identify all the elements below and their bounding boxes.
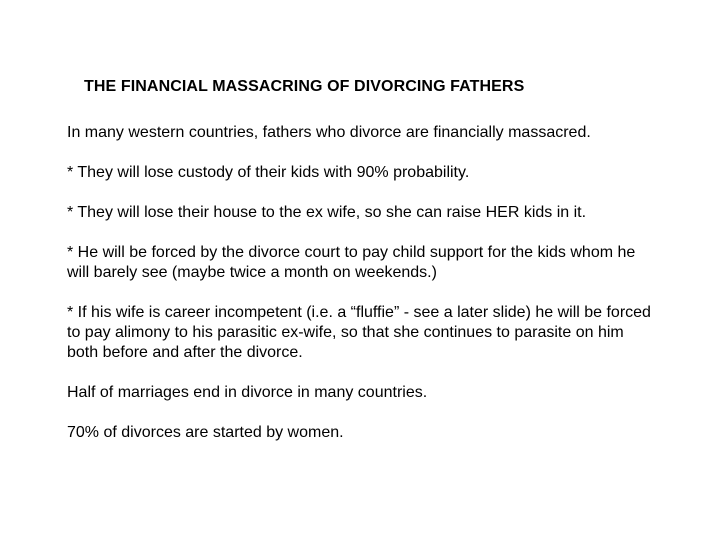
bullet-house: * They will lose their house to the ex wife, so she can raise HER kids in it. bbox=[67, 204, 587, 221]
bullet-custody: * They will lose custody of their kids with 90% probability. bbox=[67, 164, 470, 181]
intro-paragraph: In many western countries, fathers who divorce are financially massacred. bbox=[67, 124, 591, 141]
slide-body bbox=[67, 123, 657, 463]
slide-title: THE FINANCIAL MASSACRING OF DIVORCING FATHERS bbox=[84, 78, 525, 95]
initiator-paragraph: 70% of divorces are started by women. bbox=[67, 424, 344, 441]
bullet-child-support: * He will be forced by the divorce court to pay child support for the kids whom he will barely see (maybe twice a month on weekends.) bbox=[67, 244, 636, 281]
bullet-alimony: * If his wife is career incompetent (i.e. a “fluffie” - see a later slide) he will be forced to pay alimony to his parasitic ex-wife, so that she continues to parasite on him both before and after the divorce. bbox=[67, 304, 651, 361]
divorce-rate-paragraph: Half of marriages end in divorce in many countries. bbox=[67, 384, 428, 401]
